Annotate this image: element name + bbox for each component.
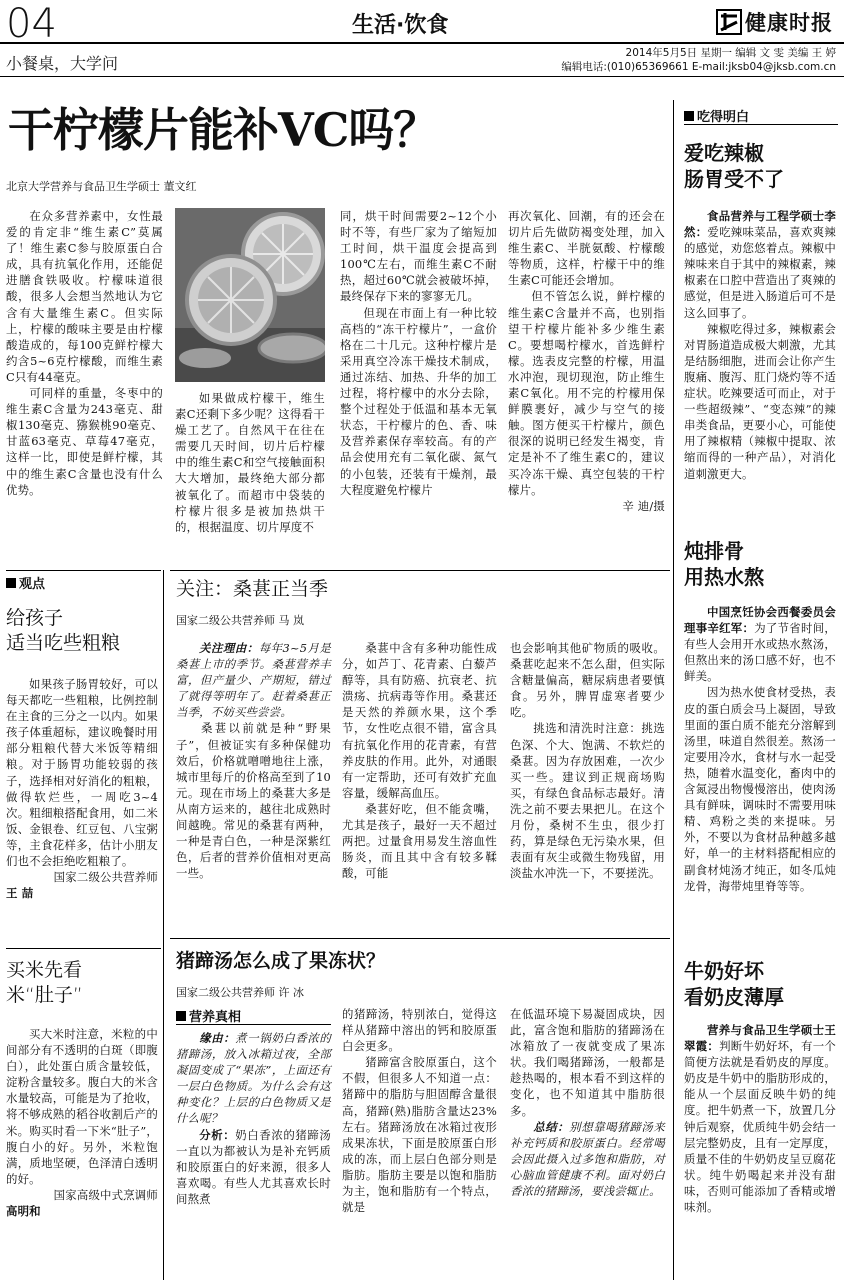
paragraph: 总结：别想靠喝猪蹄汤来补充钙质和胶原蛋白。经常喝会因此摄入过多饱和脂肪，对心脑血管健康不利。面对奶白香浓的猪蹄汤，要浅尝辄止。: [510, 1119, 665, 1199]
masthead-logo: [716, 6, 838, 38]
author-name: 高明和: [6, 1204, 41, 1219]
date-editor: 2014年5月5日 星期一 编辑 文 雯 美编 王 婷: [625, 47, 836, 59]
guandian-item2-body: [6, 1026, 158, 1219]
paragraph: 桑葚中含有多种功能性成分，如芦丁、花青素、白藜芦醇等，具有防癌、抗衰老、抗溃疡、抗病毒等作用。桑葚还是天然的养颜水果，这个季节，女性吃点很不错，富含具有抗氧化作用的花青素，有营养皮肤的作用。此外，对通眼有一定帮助，还可有效扩充血容量，缓解高血压。: [342, 641, 497, 800]
paragraph: 辣椒吃得过多，辣椒素会对胃肠道造成极大刺激，尤其是结肠细胞，进而会让你产生腹痛、腹泻、肛门烧灼等不适症状。吃辣要适可而止，对于一些超级辣”、“变态辣”的辣串类食品，更要小心，可能使用了辣椒精（辣椒中提取、浓缩而得的一种产品），对消化道刺激更大。: [684, 321, 836, 481]
sangshen-col-3: [510, 640, 665, 881]
paragraph: 猪蹄富含胶原蛋白，这个不假，但很多人不知道一点：猪蹄中的脂肪与胆固醇含量很高，猪蹄(熟)脂肪含量达23%左右。猪蹄汤放在冰箱过夜形成果冻状，下面是胶原蛋白形成的冻，而上层白色部分则是脂肪。脂肪主要是以饱和脂肪为主，饱和脂肪有一个特点，就是: [342, 1055, 497, 1215]
guandian-item1-body: [6, 676, 158, 901]
main-col-3: [340, 208, 497, 498]
main-col-4: [508, 208, 665, 514]
sangshen-rule: [170, 570, 670, 571]
page-subtitle: 小餐桌，大学问: [6, 54, 119, 73]
paragraph: 但现在市面上有一种比较高档的“冻干柠檬片”，一盒价格在二十几元。这种柠檬片是采用真空冷冻干燥技术制成，通过冻结、加热、升华的加工过程，将柠檬中的水分去除，整个过程处于低温和基本无氧状态，干柠檬片的色、香、味及营养素保存率较高。有的产品会使用充有二氧化碳、氮气的小包装，还装有干燥剂，最大程度避免柠檬片: [340, 305, 497, 497]
paragraph: 桑葚好吃，但不能贪嘴，尤其是孩子，最好一天不超过两把。过量食用易发生溶血性肠炎，而且其中含有较多鞣酸，可能: [342, 801, 497, 881]
photo-credit: 辛 迪/摄: [622, 498, 665, 513]
guandian-rule: [6, 570, 161, 571]
author-name: 王 喆: [6, 886, 34, 901]
zhuti-rule: [170, 938, 670, 939]
masthead-emblem-icon: [716, 8, 742, 36]
guandian-item2-title: 买米先看 米“肚子”: [6, 959, 83, 1006]
zhuti-col-2: [342, 1006, 497, 1215]
paragraph: 如果孩子肠胃较好，可以每天都吃一些粗粮，比例控制在主食的三分之一以内。如果孩子体重超标，建议晚餐时用部分粗粮代替大米饭等精细粮。对于肠胃功能较弱的孩子，选择相对好消化的粗粮，做得软烂些，一周吃3~4次。粗细粮搭配食用，如二米饭、金银卷、红豆包、八宝粥等，主食花样多，估计小朋友们也不会拒绝吃粗粮了。: [6, 677, 158, 869]
author-title: 国家二级公共营养师: [53, 870, 158, 885]
zhuti-box-rule: [176, 1024, 331, 1025]
paragraph: 关注理由：每年3~5月是桑葚上市的季节。桑葚营养丰富，但产量少、产期短，错过了就得等明年了。赶着桑葚正当季，不妨买些尝尝。: [176, 641, 331, 720]
lemon-photo: [175, 208, 325, 382]
main-col-1: [6, 208, 163, 498]
guandian-label: 观点: [6, 573, 45, 592]
sangshen-byline: 国家二级公共营养师 马 岚: [176, 614, 304, 627]
paragraph: 食品营养与工程学硕士李然：爱吃辣味菜品，喜欢爽辣的感觉，劝您悠着点。辣椒中辣味来自于其中的辣椒素，辣椒素在口腔中营造出了爽辣的感觉，但是进入肠道后可不是这么回事了。: [684, 209, 836, 320]
paragraph: 在众多营养素中，女性最爱的肯定非“维生素C”莫属了！维生素C参与胶原蛋白合成，具有抗氧化作用，还能促进膳食铁吸收。柠檬味道很酸，很多人会想当然地认为它含有大量维生素C。但实际上，柠檬的酸味主要是由柠檬酸造成的，每100克鲜柠檬大约含5~6克柠檬酸，而维生素C只有44毫克。: [6, 209, 163, 384]
header-rule-2: [0, 76, 844, 77]
header-rule: [0, 42, 844, 44]
main-headline: 干柠檬片能补VC吗？: [8, 103, 439, 157]
main-col-2: [175, 390, 325, 535]
paragraph: 缘由：煮一锅奶白香浓的猪蹄汤，放入冰箱过夜，全部凝固变成了“果冻”，上面还有一层白色物质。为什么会有这种变化？上层的白色物质又是什么呢？: [176, 1031, 331, 1126]
square-icon: [176, 1011, 186, 1021]
paragraph: 也会影响其他矿物质的吸收。桑葚吃起来不怎么甜，但实际含糖量偏高，糖尿病患者要慎食。另外，脾胃虚寒者要少吃。: [510, 641, 665, 720]
guandian-divider: [163, 570, 164, 1280]
masthead-text: 健康时报: [745, 10, 833, 35]
lemon-slices-image: [175, 208, 325, 382]
page-number: 04: [6, 1, 57, 47]
sidebar-s3-body: [684, 1022, 836, 1215]
paragraph: 因为热水使食材受热，表皮的蛋白质会马上凝固，导致里面的蛋白质不能充分溶解到汤里，味道自然很差。熬汤一定要用冷水，食材与水一起受热，随着水温变化，畜肉中的含氮浸出物慢慢溶出，使肉汤具有鲜味，调味时不需要用味精、鸡粉之类的来提味。另外，不要以为食材品种越多越好，单一的主材料搭配相应的副食材炖汤才纯正，如冬瓜炖龙骨，海带炖里脊等等。: [684, 685, 836, 893]
contact-line: 编辑电话:(010)65369661 E-mail:jksb04@jksb.com.cn: [561, 61, 836, 73]
guandian-rule-2: [6, 948, 161, 949]
zhuti-col-3: [510, 1006, 665, 1199]
paragraph: 但不管怎么说，鲜柠檬的维生素C含量并不高，也别指望干柠檬片能补多少维生素C。要想喝柠檬水，首选鲜柠檬。选表皮完整的柠檬，用温水冲泡，现切现泡，防止维生素C氧化。用不完的柠檬用保鲜膜裹好，减少与空气的接触。图方便买干柠檬片，颜色很深的说明已经发生褐变，肯定是补不了维生素C的，建议买冷冻干燥、真空包装的干柠檬片。: [508, 289, 665, 497]
paragraph: 营养与食品卫生学硕士王翠霞：判断牛奶好坏，有一个简便方法就是看奶皮的厚度。奶皮是牛奶中的脂肪形成的，能从一个层面反映牛奶的纯度。把牛奶煮一下，放置几分钟后观察，优质纯牛奶会结一层完整奶皮，且有一定厚度，质量不佳的牛奶奶皮呈豆腐花状。纯牛奶喝起来并没有甜味，否则可能添加了香精或增味剂。: [684, 1023, 836, 1215]
paragraph: 可同样的重量，冬枣中的维生素C含量为243毫克、甜椒130毫克、猕猴桃90毫克、甘蓝63毫克、草莓47毫克，这样一比，即使是鲜柠檬，其中的维生素C含量也没有什么优势。: [6, 386, 163, 497]
sidebar-s2-title: 炖排骨 用热水熬: [684, 539, 764, 589]
sangshen-col-1: [176, 640, 331, 881]
sidebar-s2-body: [684, 604, 836, 894]
paragraph: 挑选和清洗时注意：挑选色深、个大、饱满、不软烂的桑葚。因为存放困难，一次少买一些。建议到正规商场购买，有绿色食品标志最好。清洗之前不要去果把儿。在这个月份，桑树不生虫，很少打药，算是绿色无污染水果，但表面有灰尘或微生物残留，用淡盐水冲洗一下，不要搓洗。: [510, 721, 665, 881]
sangshen-col-2: [342, 640, 497, 881]
sangshen-title: 关注：桑葚正当季: [176, 578, 329, 600]
paragraph: 在低温环境下易凝固成块，因此，富含饱和脂肪的猪蹄汤在冰箱放了一夜就变成了果冻状。我们喝猪蹄汤，一般都是趁热喝的，根本看不到这样的变化，也不知道其中脂肪很多。: [510, 1007, 665, 1118]
zhuti-box-label: 营养真相: [176, 1006, 241, 1025]
paragraph: 桑葚以前就是种“野果子”，但被证实有多种保健功效后，价格就噌噌地往上涨，城市里每斤的价格高至到了10元。现在市场上的桑葚大多是从南方运来的，越往北成熟时间越晚。常见的桑葚有两种，一种是青白色，一种是深紫红色，后者的营养价值相对更高一些。: [176, 721, 331, 881]
section-title: 生活·饮食: [352, 13, 449, 38]
author-title: 国家高级中式烹调师: [53, 1187, 158, 1202]
sidebar-rule: [684, 124, 838, 125]
sidebar-divider: [673, 100, 674, 1280]
zhuti-title: 猪蹄汤怎么成了果冻状？: [176, 950, 386, 972]
paragraph: 再次氧化、回潮，有的还会在切片后先做防褐变处理，加入维生素C、半胱氨酸、柠檬酸等物质，这样，柠檬干中的维生素C可能还会增加。: [508, 209, 665, 288]
sidebar-s1-title: 爱吃辣椒 肠胃受不了: [684, 141, 784, 191]
square-icon: [6, 578, 16, 588]
main-byline: 北京大学营养与食品卫生学硕士 董文红: [6, 180, 197, 193]
sidebar-s1-body: [684, 208, 836, 482]
paragraph: 中国烹饪协会西餐委员会理事辛红军：为了节省时间，有些人会用开水或热水熬汤，但熬出来的汤口感不好，也不鲜美。: [684, 605, 836, 684]
paragraph: 的猪蹄汤，特别浓白，觉得这样从猪蹄中溶出的钙和胶原蛋白会更多。: [342, 1007, 497, 1054]
guandian-item1-title: 给孩子 适当吃些粗粮: [6, 607, 121, 654]
paragraph: 如果做成柠檬干，维生素C还剩下多少呢？这得看干燥工艺了。自然风干在往在需要几天时间，切片后柠檬中的维生素C和空气接触面积大大增加，最终绝大部分都被氧化了。而超市中袋装的柠檬片很多是被加热烘干的，根据温度、切片厚度不: [175, 391, 325, 534]
header-meta: [506, 46, 836, 74]
paragraph: 分析：奶白香浓的猪蹄汤一直以为都被认为是补充钙质和胶原蛋白的好来源，很多人喜欢喝。有些人尤其喜欢长时间熬煮: [176, 1127, 331, 1206]
paragraph: 买大米时注意，米粒的中间部分有不透明的白斑（即腹白），此处蛋白质含量较低，淀粉含量较多。腹白大的米含水量较高，可能是为了抢收，将不够成熟的稻谷收割后产的米。购买时看一下米“肚子”，腹白小的好。另外，米粒饱满，质地坚硬，色泽清白透明的好。: [6, 1027, 158, 1186]
square-icon: [684, 111, 694, 121]
zhuti-col-1: [176, 1030, 331, 1207]
sidebar-label: 吃得明白: [684, 106, 749, 125]
zhuti-byline: 国家二级公共营养师 许 冰: [176, 986, 304, 999]
paragraph: 同，烘干时间需要2~12个小时不等，有些厂家为了缩短加工时间，烘干温度会提高到100℃左右，而维生素C不耐热，超过60℃就会被破坏掉，最终保存下来的寥寥无几。: [340, 209, 497, 304]
sidebar-s3-title: 牛奶好坏 看奶皮薄厚: [684, 959, 784, 1009]
